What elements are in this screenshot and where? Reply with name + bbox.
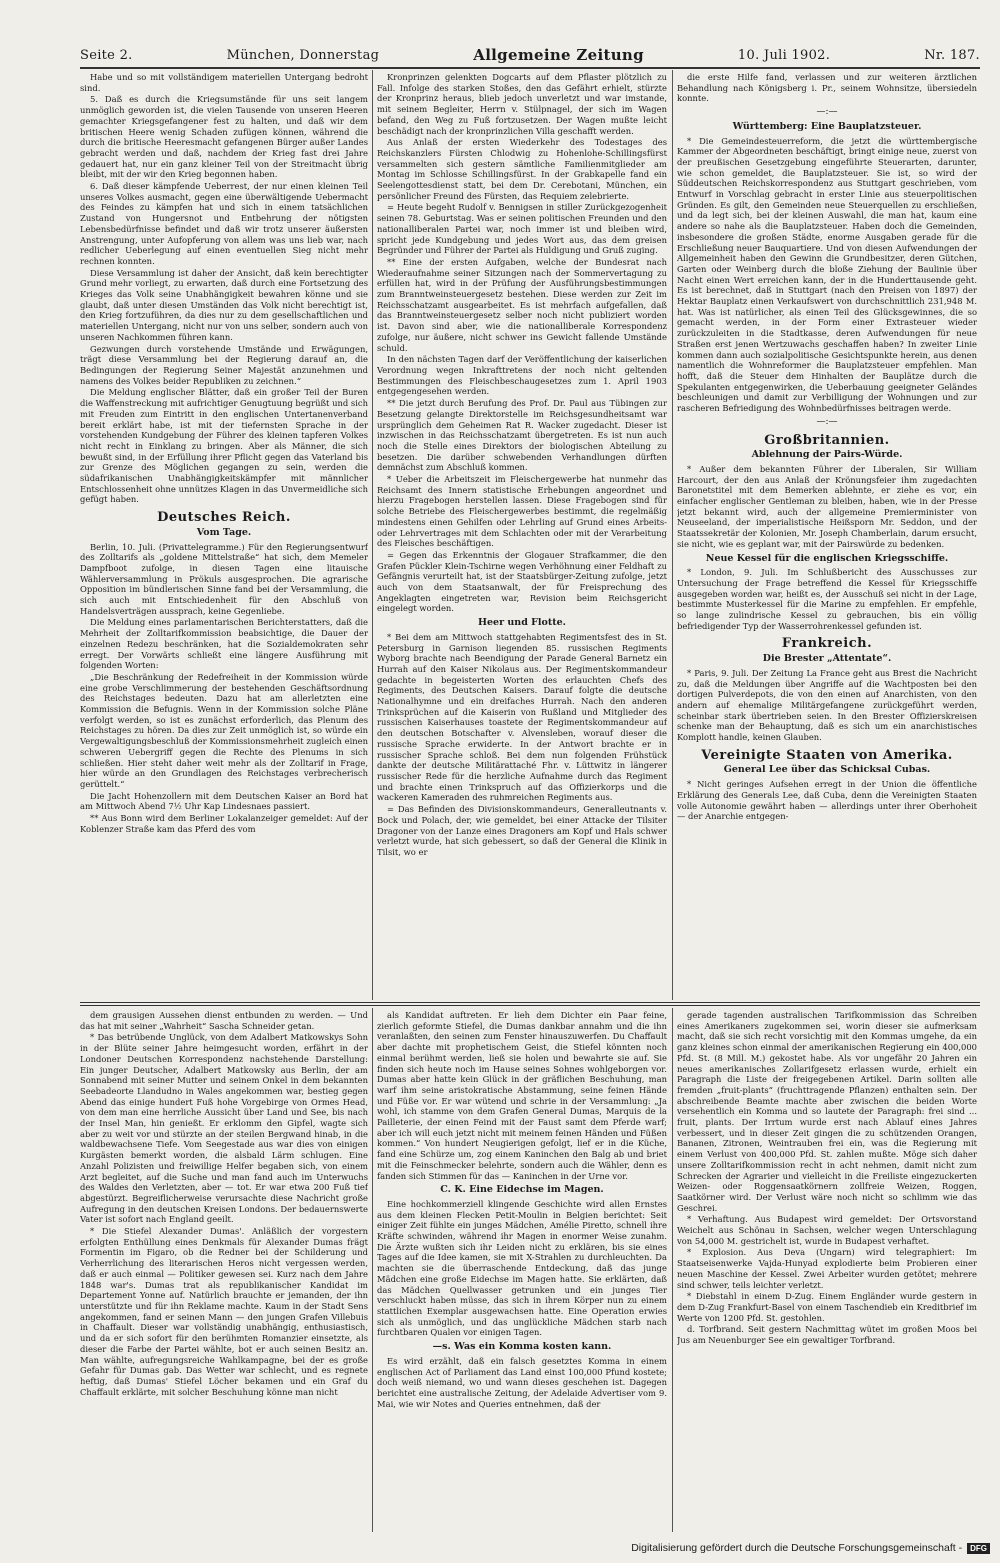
paragraph: Es wird erzählt, daß ein falsch gesetztes Komma in einem englischen Act of Parliament das Land einst 100,000 Pfund kostete; doch weiß niemand, wo und wann dieses geschehen ist. Dagegen berichtet eine australische Zeitung, der Adelaide Advertiser vom 9. Mai, wie wir Notes and Queries entnehmen, daß der <box>377 1355 667 1409</box>
paragraph: * Diebstahl in einem D-Zug. Einem Engländer wurde gestern in dem D-Zug Frankfurt-Basel von einem Taschendieb ein Kreditbrief im Werte von 1200 Pfd. St. gestohlen. <box>677 1291 977 1323</box>
paragraph: * Explosion. Aus Deva (Ungarn) wird telegraphiert: Im Staatseisenwerke Vajda-Hunyad explodierte beim Probieren einer neuen Maschine der Kessel. Zwei Arbeiter wurden getötet; mehrere sind schwer, teils leichter verletzt. <box>677 1247 977 1290</box>
paragraph: * Nicht geringes Aufsehen erregt in der Union die öffentliche Erklärung des Generals Lee, daß Cuba, denn die Vereinigten Staaten volle Autonomie gewährt haben — allerdings unter ihrer Oberhoheit — der Anarchie entgegen- <box>677 779 977 822</box>
top-column-2 <box>377 72 667 998</box>
paragraph: * London, 9. Juli. Im Schlußbericht des Ausschusses zur Untersuchung der Frage betreffend die Kessel für Kriegsschiffe ausgegeben worden war, heißt es, der Ausschuß sei nicht in der Lage, bestimmte Musterkessel für die Marine zu empfehlen. Er empfehle, so lange zulindrische Kessel zu gebrauchen, bis ein völlig befriedigender Typ der Wasserrohrenkessel gefunden ist. <box>677 567 977 631</box>
paragraph: Die Meldung englischer Blätter, daß ein großer Teil der Buren die Waffenstreckung mit aufrichtiger Genugtuung begrüßt und sich mit Freuden zum Eintritt in den englischen Untertanenverband bereit erklärt habe, ist mit der tiefernsten Sprache in der vorstehenden Kundgebung der Führer des kleinen tapferen Volkes nicht recht in Einklang zu bringen. Aber als Männer, die sich bewußt sind, in der Erfüllung ihrer Pflicht gegen das Vaterland bis zur Grenze des Möglichen gegangen zu sein, werden die südafrikanischen Unabhängigkeitskämpfer mit männlicher Entschlossenheit ohne unnützes Klagen in das Unvermeidliche sich gefügt haben. <box>80 387 368 505</box>
section-heading: Frankreich. <box>781 636 873 652</box>
paragraph: Kronprinzen gelenkten Dogcarts auf dem Pflaster plötzlich zu Fall. Infolge des starken Stoßes, den das Gefährt erhielt, stürzte der Kronprinz heraus, blieb jedoch unverletzt und war imstande, mit seinem Begleiter, Herrn v. Stülpnagel, der sich im Wagen befand, den Weg zu Fuß fortzusetzen. Der Wagen mußte leicht beschädigt nach der kronprinzlichen Villa geschafft werden. <box>377 72 667 136</box>
paragraph: ** Eine der ersten Aufgaben, welche der Bundesrat nach Wiederaufnahme seiner Sitzungen nach der Sommervertagung zu erfüllen hat, wird in der Prüfung der Ausführungsbestimmungen zum Branntweinsteuergesetz bestehen. Diese werden zur Zeit im Reichsschatzamt ausgearbeitet. Es ist mehrfach aufgefallen, daß das Branntweinsteuergesetz selber noch nicht publiziert worden ist. Davon sind aber, wie die nationalliberale Korrespondenz zufolge, nur äußere, nicht schwer ins Gewicht fallende Umstände schuld. <box>377 256 667 353</box>
paragraph: ** Die jetzt durch Berufung des Prof. Dr. Paul aus Tübingen zur Besetzung gelangte Direktorstelle im Reichsgesundheitsamt war ursprünglich dem Geheimen Rat R. Wacker zugedacht. Dieser ist inzwischen in das Reichsschatzamt übergetreten. Es ist nun auch noch die Stelle eines Direktors der biologischen Abteilung zu besetzen. Die darüber schwebenden Verhandlungen dürften demnächst zum Abschluß kommen. <box>377 398 667 473</box>
paragraph: Diese Versammlung ist daher der Ansicht, daß kein berechtigter Grund mehr vorliegt, zu erwarten, daß durch eine Fortsetzung des Krieges das Volk seine Unabhängigkeit bewahren könne und sie glaubt, daß unter diesen Umständen das Volk nicht berechtigt ist, den Krieg fortzuführen, da dies nur zu dem gesellschaftlichen und materiellen Untergang, nicht nur von uns selber, sondern auch von unseren Nachkommen führen kann. <box>80 267 368 342</box>
section-rule <box>80 1002 980 1003</box>
section-rule <box>80 1005 980 1006</box>
subsection-heading: Vom Tage. <box>196 526 252 538</box>
paragraph: Aus Anlaß der ersten Wiederkehr des Todestages des Reichskanzlers Fürsten Chlodwig zu Hohenlohe-Schillingsfürst versammelten sich gestern sämtliche Familienmitglieder am Montag im Schlosse Schillingsfürst. In der Grabkapelle fand ein Seelengottesdienst statt, bei dem Dr. Cerebotani, München, ein persönlicher Freund des Fürsten, das Requiem zelebrierte. <box>377 137 667 201</box>
paragraph: dem grausigen Aussehen dienst entbunden zu werden. — Und das hat mit seiner „Wahrheit“ Sascha Schneider getan. <box>80 1010 368 1031</box>
subsection-heading: General Lee über das Schicksal Cubas. <box>723 764 931 776</box>
paragraph: = Heute begeht Rudolf v. Bennigsen in stiller Zurückgezogenheit seinen 78. Geburtstag. Was er seinen politischen Freunden und den nationalliberalen Partei war, noch immer ist und bleiben wird, spricht jede Kundgebung und jedes Wort aus, das dem greisen Begründer und Führer der Partei als Huldigung und Gruß zuging. <box>377 202 667 256</box>
paragraph: * Ueber die Arbeitszeit im Fleischergewerbe hat nunmehr das Reichsamt des Innern statistische Erhebungen angeordnet und hierzu Fragebogen herstellen lassen. Diese Fragebogen sind für solche Betriebe des Fleischergewerbes bestimmt, die regelmäßig mindestens einen Gehilfen oder Lehrling auf Grund eines Arbeits- oder Lehrvertrages mit dem Schlachten oder mit der Verarbeitung des Fleisches beschäftigen. <box>377 474 667 549</box>
separator: —:— <box>816 107 838 118</box>
paragraph: = Gegen das Erkenntnis der Glogauer Strafkammer, die den Grafen Pückler Klein-Tschirne wegen Verhöhnung einer Feldhaft zu Gefängnis verurteilt hat, ist der Staatsbürger-Zeitung zufolge, jetzt auch von dem Staatsanwalt, der für Freisprechung des Angeklagten eingetreten war, Revision beim Reichsgericht eingelegt worden. <box>377 549 667 614</box>
header-rule <box>80 67 980 69</box>
paragraph: die erste Hilfe fand, verlassen und zur weiteren ärztlichen Behandlung nach Königsberg i. Pr., seinem Wohnsitze, übersiedeln konnte. <box>677 72 977 104</box>
paragraph: 5. Daß es durch die Kriegsumstände für uns seit langem unmöglich geworden ist, die vielen Tausende von unseren Heeren gemachter Kriegsgefangener fest zu halten, und daß wir dem britischen Heere wenig Schaden zufügen können, während die durch die britische Heeresmacht gefangenen Bürger außer Landes gebracht werden und daß, nachdem der Krieg fast drei Jahre gedauert hat, nur ein ganz kleiner Teil von der Streitmacht übrig bleibt, mit der wir den Krieg begonnen haben. <box>80 94 368 180</box>
footer-text: Digitalisierung gefördert durch die Deutsche Forschungsgemeinschaft - <box>631 1542 963 1554</box>
top-column-3 <box>677 72 977 998</box>
paragraph: Die Meldung eines parlamentarischen Berichterstatters, daß die Mehrheit der Zolltarifkommission beabsichtige, die Dauer der einzelnen Redezu beschränken, hat die Sozialdemokraten sehr erregt. Der Vorwärts schließt eine längere Ausführung mit folgenden Worten: <box>80 617 368 671</box>
paragraph: In den nächsten Tagen darf der Veröffentlichung der kaiserlichen Verordnung wegen Inkrafttretens der noch nicht geltenden Bestimmungen des Fleischbeschaugesetzes zum 1. April 1903 entgegengesehen werden. <box>377 354 667 397</box>
newspaper-title: Allgemeine Zeitung <box>473 46 644 64</box>
paragraph: * Bei dem am Mittwoch stattgehabten Regimentsfest des in St. Petersburg in Garnison liegenden 85. russischen Regiments Wyborg brachte nach Beendigung der Parade General Barnetz ein Hurrah auf den Kaiser Nikolaus aus. Der Regimentskommandeur gedachte in begeisterten Worten des erlauchten Chefs des Regiments, des Deutschen Kaisers. Darauf folgte die deutsche Nationalhymne und ein dreifaches Hurrah. Nach den anderen Trinksprüchen auf die Kaiserin von Rußland und Mitglieder des russischen Kaiserhauses toastete der Regimentskommandeur auf den deutschen Botschafter v. Alvensleben, worauf dieser die russische Sprache erwiderte. In der Antwort brachte er in russischer Sprache schloß. Bei dem nun folgenden Frühstück dankte der deutsche Militärattaché Fhr. v. Lüttwitz in längerer russischer Rede für die herzliche Aufnahme durch das Regiment und brachte einen Trinkspruch auf das Offizierkorps und die wackeren Kameraden des ruhmreichen Regiments aus. <box>377 631 667 803</box>
page-header <box>80 44 980 66</box>
separator: —:— <box>816 416 838 427</box>
paragraph: Eine hochkommerziell klingende Geschichte wird allen Ernstes aus dem kleinen Flecken Petit-Moulin in Belgien berichtet: Seit einiger Zeit fühlte ein junges Mädchen, Amélie Piretto, schnell ihre Kräfte schwinden, während ihr Magen in enormer Weise zunahm. Die Ärzte wußten sich ihr Leiden nicht zu erklären, bis sie eines Tages auf die Idee kamen, sie mit X-Strahlen zu durchleuchten. Da machten sie die überraschende Entdeckung, daß das junge Mädchen eine große Eidechse im Magen hatte. Sie erklärten, daß das Mädchen Quellwasser getrunken und ein junges Tier verschluckt haben müsse, das sich in ihrem Körper nun zu einem stattlichen Exemplar ausgewachsen hatte. Eine Operation erwies sich als unmöglich, und das unglückliche Mädchen starb nach furchtbaren Qualen vor einigen Tagen. <box>377 1198 667 1338</box>
paragraph: „Die Beschränkung der Redefreiheit in der Kommission würde eine grobe Verschlimmerung der bestehenden Geschäftsordnung des Reichstages bedeuten. Dazu hat am allerletzten eine Kommission die Befugnis. Wenn in der Kommission solche Pläne verfolgt werden, so ist es zunächst erforderlich, das Plenum des Reichstages zu hören. Da dies zur Zeit unmöglich ist, so würde ein Vergewaltigungsbeschluß der Kommissionsmehrheit zugleich einen schweren Uebergriff gegen die Rechte des Plenums in sich schließen. Hier steht daher weit mehr als der Zolltarif in Frage, hier würde an den Grundlagen des Reichstages verbrecherisch gerüttelt.“ <box>80 671 368 789</box>
subsection-heading: C. K. Eine Eidechse im Magen. <box>440 1184 604 1196</box>
paragraph: * Außer dem bekannten Führer der Liberalen, Sir William Harcourt, der den aus Anlaß der Krönungsfeier ihm zugedachten Baronetstitel mit dem Bemerken ablehnte, er ziehe es vor, ein einfacher englischer Gentleman zu bleiben, haben, wie in der Presse jetzt bekannt wird, auch der allgemeine Premierminister von Neuseeland, der imperialistische Heißsporn Mr. Seddon, und der Staatssekretär der Kolonien, Mr. Joseph Chamberlain, darum ersucht, sie nicht, wie es geplant war, mit der Pairswürde zu bedenken. <box>677 463 977 549</box>
issue-number: Nr. 187. <box>924 47 980 63</box>
subsection-heading: Die Brester „Attentate“. <box>762 653 892 665</box>
bottom-column-3 <box>677 1010 977 1530</box>
section-heading: Deutsches Reich. <box>157 510 291 526</box>
section-heading: Großbritannien. <box>764 432 890 448</box>
paragraph: * Das betrübende Unglück, von dem Adalbert Matkowskys Sohn in der Blüte seiner Jahre heimgesucht worden, erfährt in der Londoner Deutschen Korrespondenz nachstehende Darstellung: Ein junger Deutscher, Adalbert Matkowsky aus Berlin, der am Sonnabend mit seiner Mutter und seinem Onkel in dem bekannten Seebadeorte Llandudno in Wales angekommen war, bestieg gegen Abend das einige hundert Fuß hohe Vorgebirge von Ormes Head, von dem man eine herrliche Aussicht über Land und See, bis nach der Insel Man, hin genießt. Er erklomm den Gipfel, wagte sich aber zu weit vor und stürzte an der steilen Bergwand hinab, in die waldbewachsene Tiefe. Vom Seegestade aus war dies von einigen Kurgästen bemerkt worden, die alsbald Lärm schlugen. Eine Anzahl Polizisten und freiwillige Helfer begaben sich, von einem Arzt begleitet, auf die Suche und man fand auch im Unterwuchs des Waldes den Verletzten, aber — tot. Er war etwa 200 Fuß tief abgestürzt. Begreiflicherweise verursachte diese Nachricht große Aufregung in den deutschen Kreisen Londons. Der bedauernswerte Vater ist sofort nach England geeilt. <box>80 1032 368 1225</box>
paragraph: Die Jacht Hohenzollern mit dem Deutschen Kaiser an Bord hat am Mittwoch Abend 7½ Uhr Kap Lindesnaes passiert. <box>80 790 368 812</box>
paragraph: * Verhaftung. Aus Budapest wird gemeldet: Der Ortsvorstand Weichelt aus Schönau in Sachsen, welcher wegen Unterschlagung von 54,000 M. gestrichelt ist, wurde in Budapest verhaftet. <box>677 1214 977 1246</box>
dfg-logo-icon: DFG <box>967 1543 990 1554</box>
column-divider <box>372 1008 373 1532</box>
top-column-1 <box>80 72 368 998</box>
page-number: Seite 2. <box>80 47 133 63</box>
bottom-column-1 <box>80 1010 368 1530</box>
subsection-heading: Ablehnung der Pairs-Würde. <box>751 449 903 461</box>
paragraph: ** Aus Bonn wird dem Berliner Lokalanzeiger gemeldet: Auf der Koblenzer Straße kam das Pferd des vom <box>80 813 368 834</box>
subsection-heading: Neue Kessel für die englischen Kriegsschiffe. <box>705 552 949 564</box>
paragraph: * Die Stiefel Alexander Dumas'. Anläßlich der vorgestern erfolgten Enthüllung eines Denkmals für Alexander Dumas frägt Formentin im Figaro, ob die Redner bei der Schilderung und Verherrlichung des literarischen Heros nicht vergessen werden, daß er auch einmal — Politiker gewesen sei. Kurz nach dem Jahre 1848 war's. Dumas trat als republikanischer Kandidat im Departement Yonne auf. Natürlich brauchte er jemanden, der ihn unterstützte und für ihn Reklame machte. Kaum in der Stadt Sens angekommen, fand er seinen Mann — den jungen Grafen Villebuis in Chaffault. Dieser war vollständig unabhängig, enthusiastisch, und da er sich sofort für den berühmten Romanzier einsetzte, als dieser die Farbe der Partei wählte, bot er auch seinen Besitz an. Man wählte, aufregungsreiche Wahlkampagne, bei der es große Gefahr für Dumas gab. Das Wetter war schlecht, und es regnete heftig, daß Dumas' Stiefel Löcher bekamen und ein Graf du Chaffault erklärte, mit solcher Beschuhung könne man nicht <box>80 1226 368 1397</box>
paragraph: * Die Gemeindesteuerreform, die jetzt die württembergische Kammer der Abgeordneten beschäftigt, bringt einige neue, zuerst von der preußischen Gesetzgebung eingeführte Steuerarten, darunter, wie schon gemeldet, die Bauplatzsteuer. Sie ist, so wird der Süddeutschen Reichskorrespondenz aus Stuttgart geschrieben, vom Entwurf in Vorschlag gebracht in erster Linie aus steuerpolitischen Gründen. Es gilt, den Gemeinden neue Steuerquellen zu erschließen, und da legt sich, bei der kleinen Auswahl, die man hat, kaum eine andere so nahe als die Bauplatzsteuer. Haben doch die Gemeinden, insbesondere die großen Städte, enorme Ausgaben gerade für die Erschließung neuer Bauquartiere. Und von diesen Aufwendungen der Allgemeinheit haben den Gewinn die Grundbesitzer, deren Gütchen, Garten oder Weinberg durch die bloße Ziehung der Baulinie über Nacht einen Wert erreichen kann, der in die Hunderttausende geht. Es ist berechnet, daß in Stuttgart (nach den Preisen von 1897) der Hektar Bauplatz einen Verkaufswert von durchschnittlich 231,948 M. hat. Was ist natürlicher, als einen Teil des Glücksgewinnes, die so gemacht werden, in der Form einer Extrasteuer wieder zurückzuleiten in die Stadtkasse, deren Aufwendungen für neue Straßen erst jenen Wertzuwachs geschaffen haben? In zweiter Linie kommen dann auch sozialpolitische Gesichtspunkte herein, aus denen namentlich die Wohnreformer die Bauplatzsteuer empfehlen. Man hofft, daß die Steuer dem Hinhalten der Bauplätze durch die Spekulanten entgegenwirken, die Ueberbauung geeigneter Geländes beschleunigen und damit zur Verbilligung der Wohnungen und zur rascheren Befriedigung des Wohnbedürfnisses beitragen werde. <box>677 135 977 414</box>
paragraph: d. Torfbrand. Seit gestern Nachmittag wütet im großen Moos bei Jus am Neuenburger See ein gewaltiger Torfbrand. <box>677 1324 977 1346</box>
place-date: München, Donnerstag <box>226 47 380 63</box>
paragraph: 6. Daß dieser kämpfende Ueberrest, der nur einen kleinen Teil unseres Volkes ausmacht, gegen eine überwältigende Uebermacht des Feindes zu kämpfen hat und sich in einem tatsächlichen Zustand von Hungersnot und Entbehrung der nötigsten Lebensbedürfnisse befindet und daß wir trotz unserer äußersten Anstrengung, unter Aufopferung von allem was uns lieb war, nach redlicher Ueberlegung auf einen eventuellen Sieg nicht mehr rechnen konnten. <box>80 181 368 266</box>
subsection-heading: Heer und Flotte. <box>478 617 566 629</box>
bottom-column-2 <box>377 1010 667 1530</box>
paragraph: Berlin, 10. Juli. (Privattelegramme.) Für den Regierungsentwurf des Zolltarifs als „goldene Mittelstraße“ hat sich, dem Memeler Dampfboot zufolge, in diesen Tagen eine litauische Wählerversammlung in Prökuls ausgesprochen. Die agrarische Opposition im bündlerischen Sinne fand bei der Versammlung, die sich auch mit Entschiedenheit für den Abschluß von Handelsverträgen aussprach, keine Gegenliebe. <box>80 541 368 616</box>
column-divider <box>372 70 373 1000</box>
column-divider <box>672 70 673 1000</box>
subsection-heading: —s. Was ein Komma kosten kann. <box>432 1341 612 1353</box>
section-heading: Vereinigte Staaten von Amerika. <box>701 747 953 763</box>
paragraph: Habe und so mit vollständigem materiellen Untergang bedroht sind. <box>80 72 368 93</box>
subsection-heading: Württemberg: Eine Bauplatzsteuer. <box>732 120 922 132</box>
digitization-footer <box>631 1540 990 1556</box>
paragraph: als Kandidat auftreten. Er lieh dem Dichter ein Paar feine, zierlich geformte Stiefel, die Dumas dankbar annahm und die ihn veranlaßten, den seinen zum Fenster hinauszuwerfen. Du Chaffault aber dachte mit prophetischem Geist, die Stiefel könnten noch einmal berühmt werden, ließ sie holen und bewahrte sie auf. Sie finden sich heute noch im Hause seines Sohnes wohlgeborgen vor. Dumas aber hatte kein Glück in der gräflichen Beschuhung, man warf ihm seine aristokratische Abstammung, seine feinen Hände und Füße vor. Er war wütend und schrie in der Versammlung: „Ja wohl, ich stamme von dem Grafen General Dumas, Marquis de la Pailleterie, der einen Feind mit der Faust samt dem Pferde warf; aber ich will euch jetzt nicht mit meinem feinen Händen und Füßen kommen.“ Von hundert Neugierigen gefolgt, lief er in die Küche, fand eine Schürze um, zog einem Kaninchen den Balg ab und briet mit die Feinschmecker belehrte, sondern auch die Wähler, denn es fanden sich Stimmen für das — Kaninchen in der Urne vor. <box>377 1010 667 1181</box>
paragraph: * Paris, 9. Juli. Der Zeitung La France geht aus Brest die Nachricht zu, daß die Meldungen über Angriffe auf die Wachtposten bei den dortigen Pulverdepots, die von den einen auf Anarchisten, von den andern auf ehemalige Militärgefangene zurückgeführt werden, scheinbar stark übertrieben seien. In den Brester Offizierskreisen schenke man der Behauptung, daß es sich um ein anarchistisches Komplott handle, keinen Glauben. <box>677 667 977 743</box>
column-divider <box>672 1008 673 1532</box>
paragraph: gerade tagenden australischen Tarifkommission das Schreiben eines Amerikaners zugekommen sei, worin dieser sie aufmerksam macht, daß sie sich recht vorsichtig mit den Kommas umgehe, da ein ganz kleines schon einmal der amerikanischen Regierung ein 400,000 Pfd. St. (8 Mill. M.) gekostet habe. Als vor ungefähr 20 Jahren ein neues amerikanisches Zollarifgesetz erlassen wurde, erhielt ein Paragraph die Liste der freigegebenen Artikel. Darin sollten alle fremden „fruit-plants“ (fruchttragende Pflanzen) enthalten sein. Der abschreibende Beamte machte aber zwischen die beiden Worte versehentlich ein Komma und so lautete der Paragraph: frei sind ... fruit, plants. Der Irrtum wurde erst nach Ablauf eines Jahres verbessert, und in dieser Zeit gingen die zu schützenden Orangen, Bananen, Zitronen, Weintrauben frei ein, was die Regierung mit einem Verlust von 400,000 Pfd. St. zahlen mußte. Möge sich daher unsere Zolltarifkommission recht in acht nehmen, damit nicht zum Schrecken der Agrarier und vielleicht in die Freiliste eingezuckerten Weizen- oder Roggensaatkörnern zollfreie Weizen, Roggen, Saatkörner wird. Der Verlust wäre noch nicht so schlimm wie das Geschrei. <box>677 1010 977 1213</box>
paragraph: Gezwungen durch vorstehende Umstände und Erwägungen, trägt diese Versammlung bei der Regierung darauf an, die Bedingungen der Regierung Seiner Majestät anzunehmen und namens des Volkes beider Republiken zu zeichnen.“ <box>80 343 368 386</box>
issue-date: 10. Juli 1902. <box>737 47 831 63</box>
paragraph: = Das Befinden des Divisionskommandeurs, Generalleutnants v. Bock und Polach, der, wie gemeldet, bei einer Attacke der Tilsiter Dragoner von der Lanze eines Dragoners am Kopf und Hals schwer verletzt wurde, hat sich gebessert, so daß der General die Klinik in Tilsit, wo er <box>377 804 667 857</box>
